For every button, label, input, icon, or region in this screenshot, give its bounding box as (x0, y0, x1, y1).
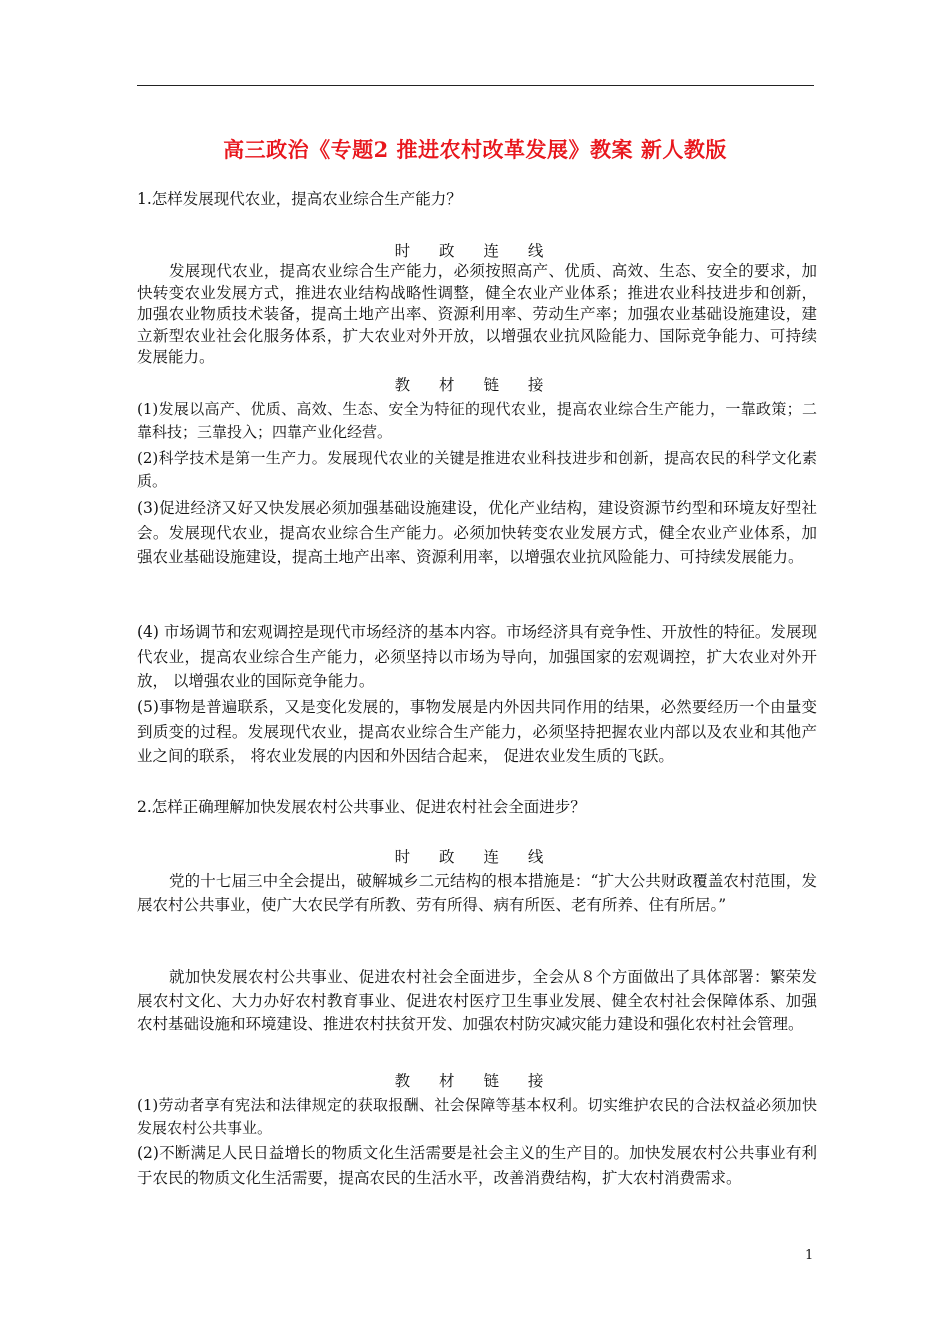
textbook-item-1-3: (3)促进经济又好又快发展必须加强基础设施建设，优化产业结构，建设资源节约型和环境友好型社会。发展现代农业，提高农业综合生产能力。必须加快转变农业发展方式，健全农业产业体系，加强农业基础设施建设，提高土地产出率、资源利用率，以增强农业抗风险能力、可持续发展能力。 (137, 499, 817, 566)
current-affairs-heading-1: 时 政 连 线 (394, 242, 556, 260)
textbook-item-1-2: (2)科学技术是第一生产力。发展现代农业的关键是推进农业科技进步和创新，提高农民的科学文化素质。 (137, 449, 817, 490)
current-affairs-paragraph-2a: 党的十七届三中全会提出，破解城乡二元结构的根本措施是：“扩大公共财政覆盖农村范围，发展农村公共事业，使广大农民学有所教、劳有所得、病有所医、老有所养、住有所居。” (137, 872, 817, 914)
textbook-item-1-1: (1)发展以高产、优质、高效、生态、安全为特征的现代农业，提高农业综合生产能力，一靠政策；二靠科技；三靠投入；四靠产业化经营。 (137, 400, 817, 441)
textbook-item-1-4: (4) 市场调节和宏观调控是现代市场经济的基本内容。市场经济具有竞争性、开放性的特征。发展现代农业，提高农业综合生产能力，必须坚持以市场为导向，加强国家的宏观调控，扩大农业对外开放， 以增强农业的国际竞争能力。 (137, 623, 817, 690)
current-affairs-paragraph-1: 发展现代农业，提高农业综合生产能力，必须按照高产、优质、高效、生态、安全的要求，加快转变农业发展方式，推进农业结构战略性调整，健全农业产业体系；推进农业科技进步和创新，加强农业物质技术装备，提高土地产出率、资源利用率、劳动生产率；加强农业基础设施建设，建立新型农业社会化服务体系，扩大农业对外开放，以增强农业抗风险能力、国际竞争能力、可持续发展能力。 (137, 262, 817, 366)
current-affairs-heading-2: 时 政 连 线 (394, 848, 556, 866)
textbook-item-1-5: (5)事物是普遍联系，又是变化发展的，事物发展是内外因共同作用的结果，必然要经历一个由量变到质变的过程。发展现代农业，提高农业综合生产能力，必须坚持把握农业内部以及农业和其他产业之间的联系， 将农业发展的内因和外因结合起来， 促进农业发生质的飞跃。 (137, 698, 817, 765)
current-affairs-paragraph-2b: 就加快发展农村公共事业、促进农村社会全面进步，全会从８个方面做出了具体部署：繁荣发展农村文化、大力办好农村教育事业、促进农村医疗卫生事业发展、健全农村社会保障体系、加强农村基础设施和环境建设、推进农村扶贫开发、加强农村防灾减灾能力建设和强化农村社会管理。 (137, 968, 817, 1033)
page-number: 1 (805, 1248, 814, 1263)
question-2: 2.怎样正确理解加快发展农村公共事业、促进农村社会全面进步？ (137, 798, 586, 816)
textbook-heading-1: 教 材 链 接 (394, 376, 556, 394)
header-rule (137, 85, 814, 86)
textbook-item-2-2: (2)不断满足人民日益增长的物质文化生活需要是社会主义的生产目的。加快发展农村公共事业有利于农民的物质文化生活需要，提高农民的生活水平，改善消费结构，扩大农村消费需求。 (137, 1144, 817, 1187)
document-title: 高三政治《专题2 推进农村改革发展》教案 新人教版 (223, 137, 727, 162)
textbook-heading-2: 教 材 链 接 (394, 1072, 556, 1090)
textbook-item-2-1: (1)劳动者享有宪法和法律规定的获取报酬、社会保障等基本权利。切实维护农民的合法权益必须加快发展农村公共事业。 (137, 1096, 817, 1137)
question-1: 1.怎样发展现代农业，提高农业综合生产能力？ (137, 190, 462, 208)
